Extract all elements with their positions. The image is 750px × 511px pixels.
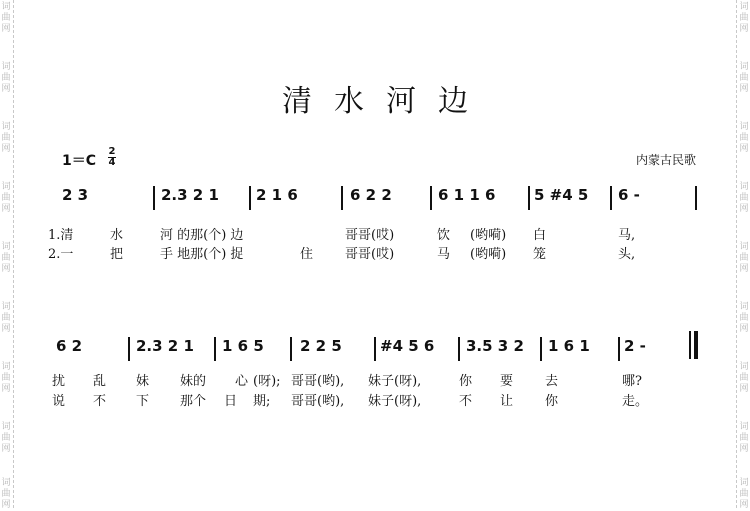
lyric-word: 日 bbox=[224, 394, 238, 409]
measure-notes: 6 - bbox=[618, 186, 640, 204]
watermark: 词 曲 网 bbox=[739, 182, 749, 214]
watermark: 词 曲 网 bbox=[739, 122, 749, 154]
lyric-word: (哟嗬) bbox=[470, 228, 507, 243]
lyric-word: 妹 bbox=[136, 374, 150, 389]
lyric-word: 走。 bbox=[622, 394, 649, 409]
barline bbox=[249, 186, 251, 210]
lyric-word: 哥哥(哎) bbox=[345, 228, 395, 243]
barline bbox=[290, 337, 292, 361]
lyric-word: 白 bbox=[533, 228, 547, 243]
lyric-word: 你 bbox=[459, 374, 473, 389]
barline bbox=[374, 337, 376, 361]
watermark: 词 曲 网 bbox=[739, 478, 749, 510]
song-title: 清水河边 bbox=[282, 84, 490, 119]
barline bbox=[128, 337, 130, 361]
lyric-word: 哪? bbox=[622, 374, 642, 389]
final-barline-thick bbox=[694, 331, 698, 359]
time-signature bbox=[108, 147, 116, 168]
key-signature: 1＝C bbox=[62, 153, 97, 169]
lyric-word: (呀); bbox=[253, 374, 281, 389]
measure-notes: 2.3 2 1 bbox=[136, 337, 194, 355]
measure-notes: 2.3 2 1 bbox=[161, 186, 219, 204]
measure-notes: 2 3 bbox=[62, 186, 89, 204]
lyric-word: (哟嗬) bbox=[470, 247, 507, 262]
time-numerator: 2 bbox=[108, 146, 116, 157]
barline bbox=[618, 337, 620, 361]
lyric-word: 扰 bbox=[52, 374, 66, 389]
song-origin: 内蒙古民歌 bbox=[636, 153, 697, 167]
lyric-word: 2.一 bbox=[48, 247, 74, 262]
measure-notes: 2 1 6 bbox=[256, 186, 298, 204]
measure-notes: 1 6 1 bbox=[548, 337, 590, 355]
measure-notes: #4 5 6 bbox=[380, 337, 435, 355]
lyric-word: 下 bbox=[136, 394, 150, 409]
measure-notes: 6 1 1 6 bbox=[438, 186, 496, 204]
measure-notes: 5 #4 5 bbox=[534, 186, 589, 204]
barline bbox=[610, 186, 612, 210]
watermark: 词 曲 网 bbox=[739, 62, 749, 94]
barline bbox=[528, 186, 530, 210]
watermark: 词 曲 网 bbox=[1, 478, 11, 510]
watermark: 词 曲 网 bbox=[1, 242, 11, 274]
notation-line-2 bbox=[0, 337, 750, 377]
watermark: 词 曲 网 bbox=[739, 422, 749, 454]
barline bbox=[214, 337, 216, 361]
barline bbox=[458, 337, 460, 361]
lyric-word: 把 bbox=[110, 247, 124, 262]
final-barline-thin bbox=[689, 331, 691, 359]
barline bbox=[430, 186, 432, 210]
lyric-word: 马 bbox=[437, 247, 451, 262]
lyric-word: 妹子(呀), bbox=[368, 394, 422, 409]
watermark: 词 曲 网 bbox=[1, 122, 11, 154]
watermark: 词 曲 网 bbox=[1, 2, 11, 34]
lyric-word: 饮 bbox=[437, 228, 451, 243]
lyric-word: 哥哥(哟), bbox=[291, 394, 345, 409]
notation-line-1 bbox=[0, 186, 750, 226]
lyric-word: 手 地那(个) 捉 bbox=[160, 247, 244, 262]
watermark: 词 曲 网 bbox=[739, 2, 749, 34]
watermark: 词 曲 网 bbox=[1, 62, 11, 94]
lyric-word: 头, bbox=[618, 247, 636, 262]
barline bbox=[695, 186, 697, 210]
watermark: 词 曲 网 bbox=[739, 242, 749, 274]
lyric-word: 让 bbox=[500, 394, 514, 409]
watermark: 词 曲 网 bbox=[739, 362, 749, 394]
lyric-word: 要 bbox=[500, 374, 514, 389]
lyric-word: 笼 bbox=[533, 247, 547, 262]
time-denominator: 4 bbox=[108, 157, 116, 168]
barline bbox=[540, 337, 542, 361]
lyric-word: 去 bbox=[545, 374, 559, 389]
lyric-word: 水 bbox=[110, 228, 124, 243]
watermark: 词 曲 网 bbox=[1, 362, 11, 394]
measure-notes: 1 6 5 bbox=[222, 337, 264, 355]
lyric-word: 哥哥(哟), bbox=[291, 374, 345, 389]
measure-notes: 2 2 5 bbox=[300, 337, 342, 355]
lyric-word: 期; bbox=[253, 394, 271, 409]
measure-notes: 6 2 bbox=[56, 337, 83, 355]
barline bbox=[153, 186, 155, 210]
lyric-word: 不 bbox=[459, 394, 473, 409]
measure-notes: 3.5 3 2 bbox=[466, 337, 524, 355]
watermark: 词 曲 网 bbox=[1, 302, 11, 334]
lyric-word: 河 的那(个) 边 bbox=[160, 228, 244, 243]
measure-notes: 6 2 2 bbox=[350, 186, 392, 204]
watermark: 词 曲 网 bbox=[739, 302, 749, 334]
lyric-word: 那个 bbox=[180, 394, 207, 409]
lyric-word: 妹的 bbox=[180, 374, 207, 389]
lyric-word: 妹子(呀), bbox=[368, 374, 422, 389]
lyric-word: 你 bbox=[545, 394, 559, 409]
lyric-word: 马, bbox=[618, 228, 636, 243]
lyric-word: 心 bbox=[235, 374, 249, 389]
barline bbox=[341, 186, 343, 210]
watermark: 词 曲 网 bbox=[1, 182, 11, 214]
measure-notes: 2 - bbox=[624, 337, 646, 355]
lyric-word: 住 bbox=[300, 247, 314, 262]
lyric-word: 1.清 bbox=[48, 228, 74, 243]
lyric-word: 说 bbox=[52, 394, 66, 409]
lyric-word: 不 bbox=[93, 394, 107, 409]
lyric-word: 哥哥(哎) bbox=[345, 247, 395, 262]
lyric-word: 乱 bbox=[93, 374, 107, 389]
watermark: 词 曲 网 bbox=[1, 422, 11, 454]
